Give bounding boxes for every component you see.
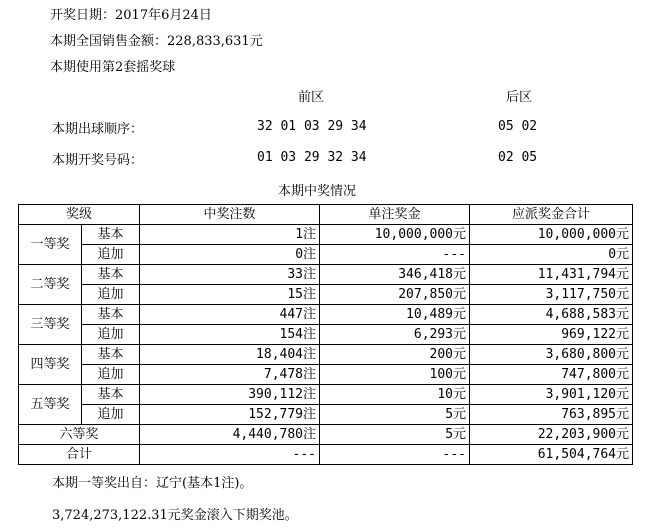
total-cell: 11,431,794元 xyxy=(470,265,633,285)
total-cell: 3,117,750元 xyxy=(470,285,633,305)
header-total-prize: 应派奖金合计 xyxy=(470,205,633,225)
count-cell: 1注 xyxy=(140,225,320,245)
back-zone-label: 后区 xyxy=(506,90,533,105)
winning-numbers-back: 02 05 xyxy=(498,150,538,165)
table-header-row xyxy=(19,205,633,225)
winning-numbers-label: 本期开奖号码： xyxy=(52,153,144,168)
unit-cell: 6,293元 xyxy=(320,325,470,345)
type-cell: 追加 xyxy=(82,325,140,345)
total-cell: 4,688,583元 xyxy=(470,305,633,325)
table-row xyxy=(19,365,633,385)
unit-cell: 10元 xyxy=(320,385,470,405)
first-prize-origin: 本期一等奖出自：辽宁(基本1注)。 xyxy=(52,476,253,491)
total-cell: 10,000,000元 xyxy=(470,225,633,245)
header-count: 中奖注数 xyxy=(140,205,320,225)
count-cell: 0注 xyxy=(140,245,320,265)
total-cell: 969,122元 xyxy=(470,325,633,345)
unit-cell: 10,000,000元 xyxy=(320,225,470,245)
table-title: 本期中奖情况 xyxy=(278,184,357,199)
type-cell: 追加 xyxy=(82,285,140,305)
count-cell: 33注 xyxy=(140,265,320,285)
count-cell: 390,112注 xyxy=(140,385,320,405)
count-cell: 7,478注 xyxy=(140,365,320,385)
count-cell: --- xyxy=(140,445,320,465)
winning-numbers-front: 01 03 29 32 34 xyxy=(257,150,367,165)
draw-order-back: 05 02 xyxy=(498,119,538,134)
header-unit-prize: 单注奖金 xyxy=(320,205,470,225)
type-cell: 追加 xyxy=(82,405,140,425)
jackpot-rollover: 3,724,273,122.31元奖金滚入下期奖池。 xyxy=(52,508,298,523)
total-cell: 0元 xyxy=(470,245,633,265)
total-cell: 3,901,120元 xyxy=(470,385,633,405)
table-row xyxy=(19,285,633,305)
table-row xyxy=(19,385,633,405)
ball-set-info: 本期使用第2套摇奖球 xyxy=(50,60,176,75)
front-zone-label: 前区 xyxy=(298,90,325,105)
type-cell: 基本 xyxy=(82,225,140,245)
count-cell: 4,440,780注 xyxy=(140,425,320,445)
unit-cell: 5元 xyxy=(320,405,470,425)
level-cell: 六等奖 xyxy=(19,425,140,445)
table-row xyxy=(19,325,633,345)
total-cell: 22,203,900元 xyxy=(470,425,633,445)
count-cell: 18,404注 xyxy=(140,345,320,365)
type-cell: 基本 xyxy=(82,305,140,325)
unit-cell: --- xyxy=(320,245,470,265)
unit-cell: 100元 xyxy=(320,365,470,385)
total-cell: 763,895元 xyxy=(470,405,633,425)
unit-cell: 200元 xyxy=(320,345,470,365)
prize-table xyxy=(18,204,633,465)
sales-amount: 本期全国销售金额：228,833,631元 xyxy=(50,34,263,49)
total-label-cell: 合计 xyxy=(19,445,140,465)
table-total-row xyxy=(19,445,633,465)
table-row xyxy=(19,345,633,365)
draw-order-front: 32 01 03 29 34 xyxy=(257,119,367,134)
type-cell: 追加 xyxy=(82,365,140,385)
type-cell: 追加 xyxy=(82,245,140,265)
type-cell: 基本 xyxy=(82,265,140,285)
total-cell: 747,800元 xyxy=(470,365,633,385)
table-row xyxy=(19,245,633,265)
unit-cell: 346,418元 xyxy=(320,265,470,285)
count-cell: 15注 xyxy=(140,285,320,305)
level-cell: 二等奖 xyxy=(19,265,82,305)
count-cell: 154注 xyxy=(140,325,320,345)
count-cell: 447注 xyxy=(140,305,320,325)
level-cell: 一等奖 xyxy=(19,225,82,265)
total-cell: 3,680,800元 xyxy=(470,345,633,365)
table-row xyxy=(19,305,633,325)
draw-order-label: 本期出球顺序： xyxy=(52,122,144,137)
level-cell: 四等奖 xyxy=(19,345,82,385)
unit-cell: --- xyxy=(320,445,470,465)
level-cell: 三等奖 xyxy=(19,305,82,345)
level-cell: 五等奖 xyxy=(19,385,82,425)
draw-date: 开奖日期：2017年6月24日 xyxy=(50,8,212,23)
header-level: 奖级 xyxy=(19,205,140,225)
table-row xyxy=(19,225,633,245)
grand-total-cell: 61,504,764元 xyxy=(470,445,633,465)
unit-cell: 207,850元 xyxy=(320,285,470,305)
type-cell: 基本 xyxy=(82,345,140,365)
table-row xyxy=(19,425,633,445)
unit-cell: 10,489元 xyxy=(320,305,470,325)
table-row xyxy=(19,405,633,425)
unit-cell: 5元 xyxy=(320,425,470,445)
table-row xyxy=(19,265,633,285)
count-cell: 152,779注 xyxy=(140,405,320,425)
type-cell: 基本 xyxy=(82,385,140,405)
